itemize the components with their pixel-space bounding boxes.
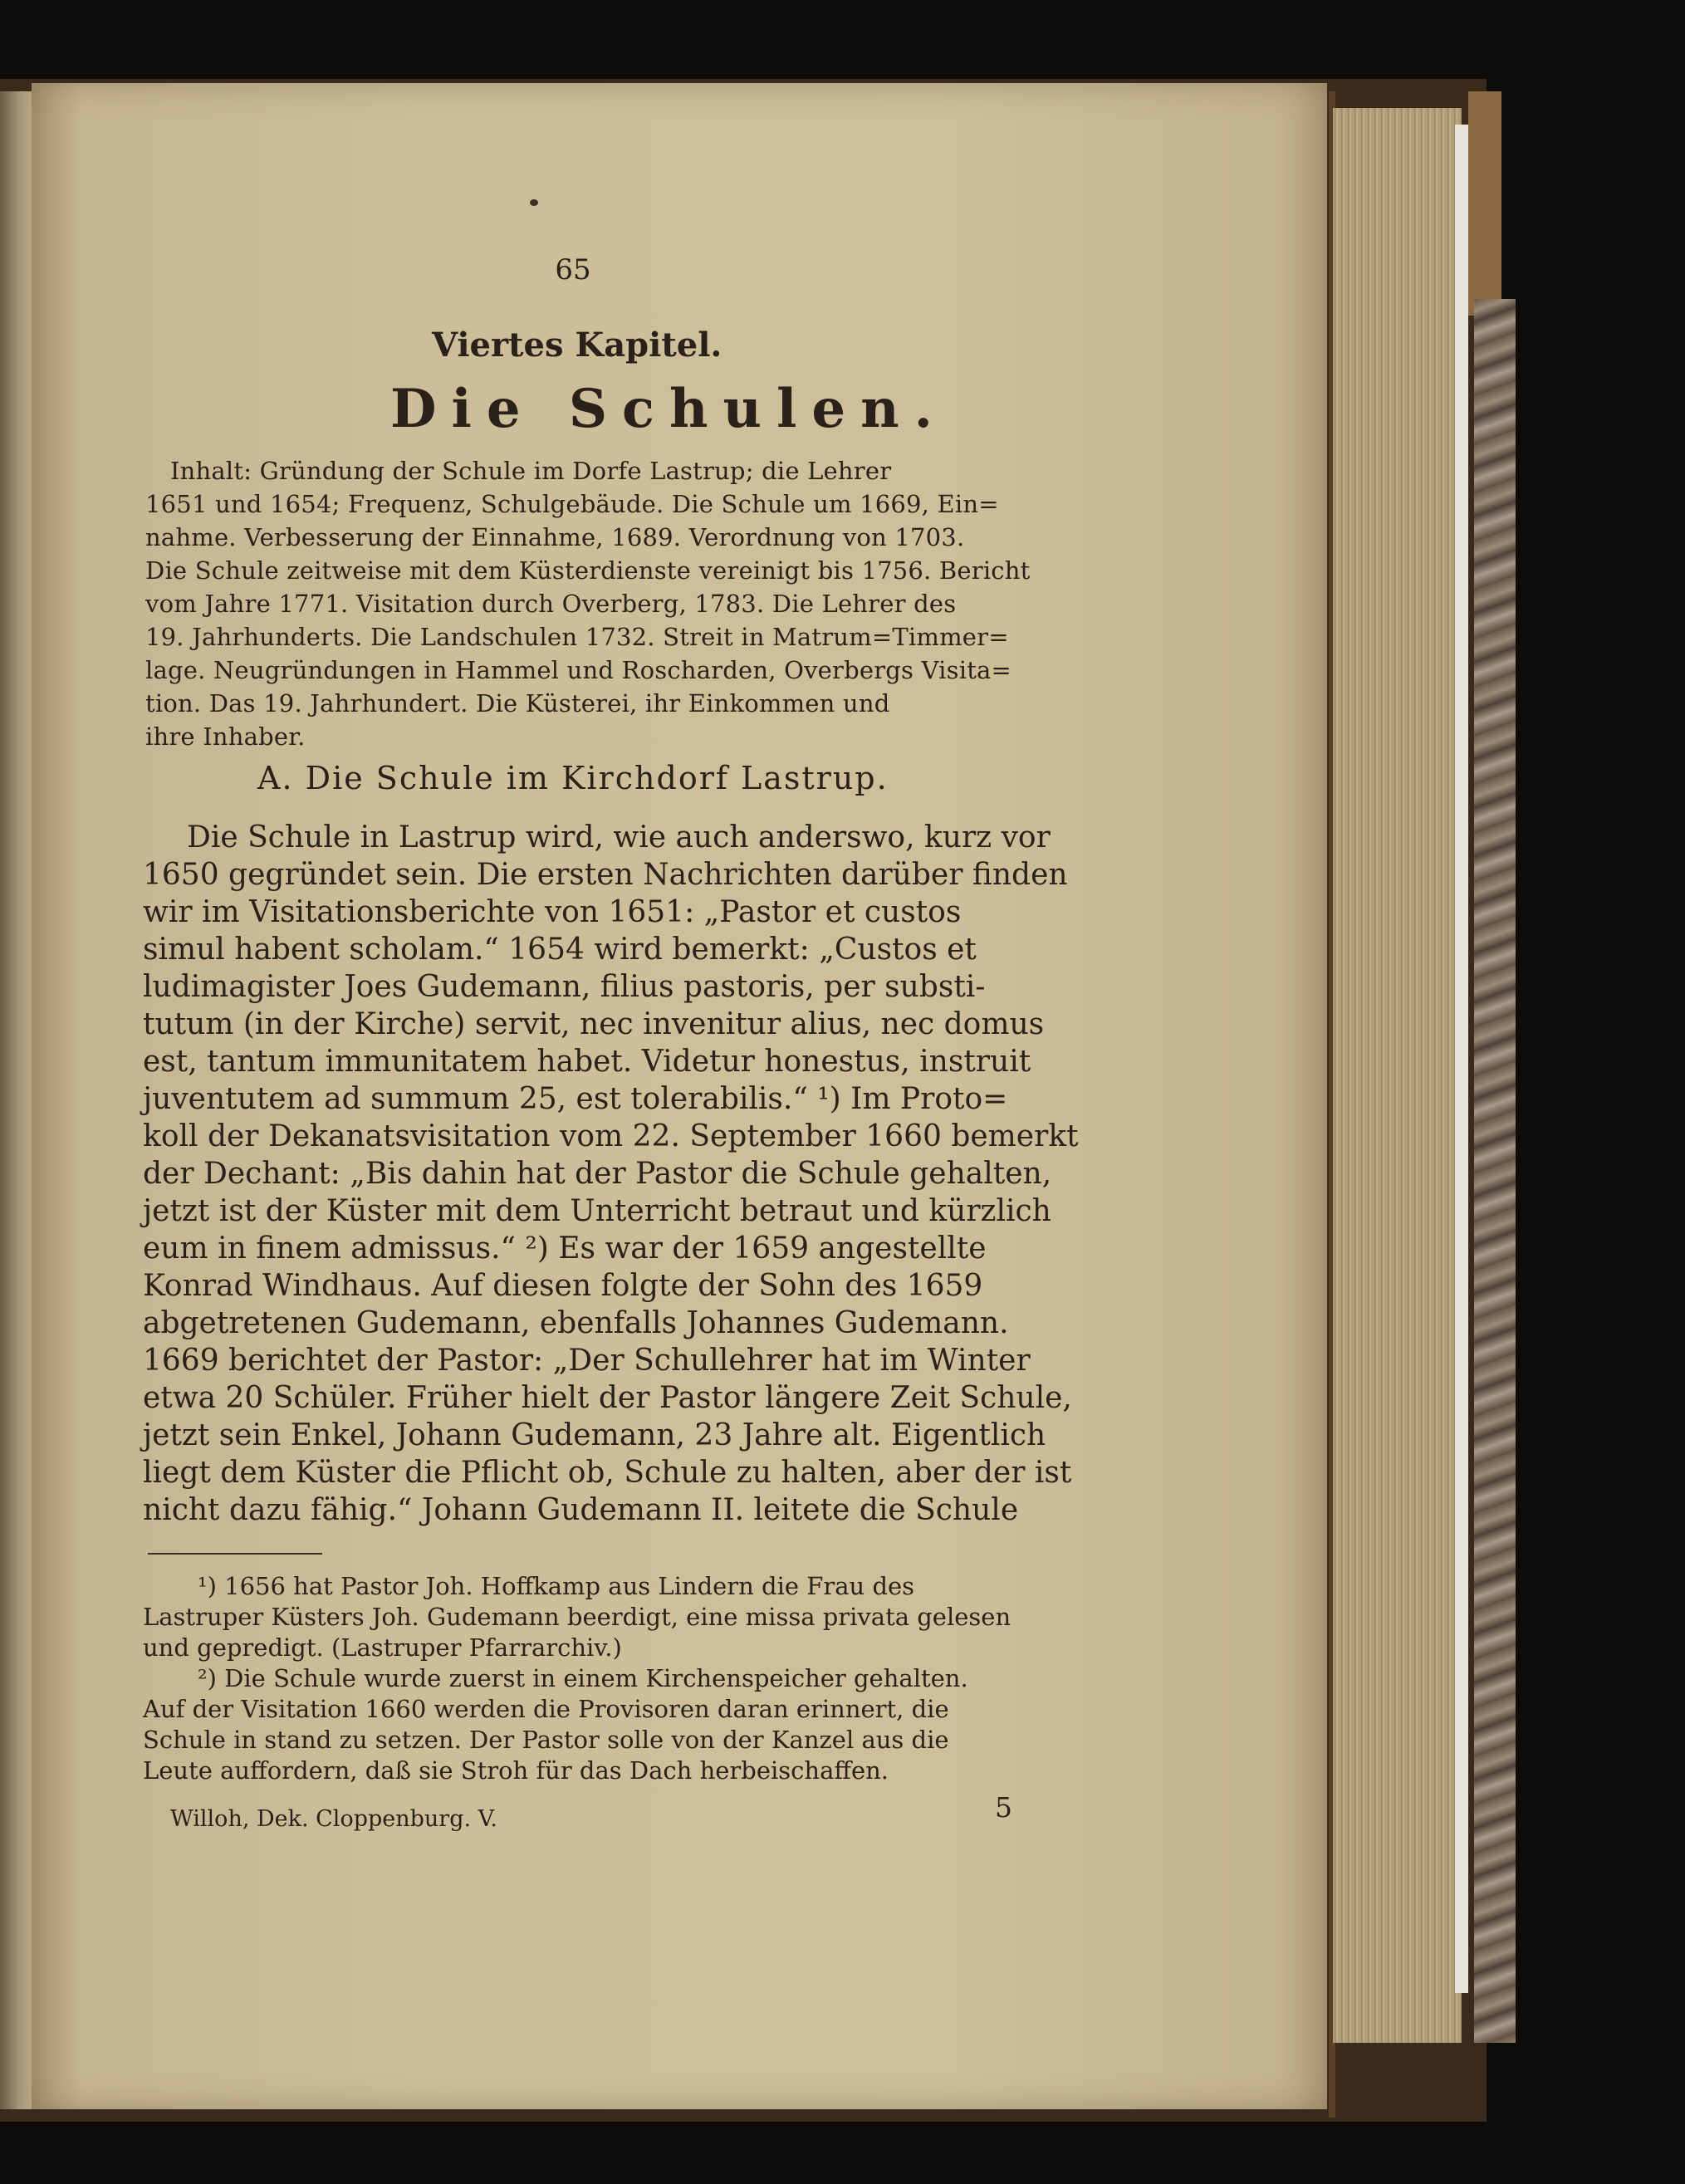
footnote-line: ²) Die Schule wurde zuerst in einem Kirchenspeicher gehalten. (198, 1664, 968, 1692)
summary-line: nahme. Verbesserung der Einnahme, 1689. Verordnung von 1703. (145, 523, 965, 551)
subsection-heading: A. Die Schule im Kirchdorf Lastrup. (257, 760, 889, 796)
summary-line: ihre Inhaber. (145, 722, 306, 751)
page-edges (1333, 108, 1462, 2043)
footnote-line: Leute auffordern, daß sie Stroh für das Dach herbeischaffen. (143, 1756, 889, 1785)
body-line: abgetretenen Gudemann, ebenfalls Johannes Gudemann. (143, 1306, 1009, 1340)
body-line: der Dechant: „Bis dahin hat der Pastor die Schule gehalten, (143, 1157, 1052, 1191)
footnote-line: ¹) 1656 hat Pastor Joh. Hoffkamp aus Lindern die Frau des (198, 1572, 915, 1600)
body-line: tutum (in der Kirche) servit, nec invenitur alius, nec domus (143, 1007, 1045, 1041)
page-edge-highlight (1455, 125, 1468, 1993)
body-line: nicht dazu fähig.“ Johann Gudemann II. leitete die Schule (143, 1493, 1019, 1527)
left-page-edge (0, 91, 33, 2109)
summary-line: vom Jahre 1771. Visitation durch Overberg, 1783. Die Lehrer des (145, 590, 957, 618)
summary-line: Inhalt: Gründung der Schule im Dorfe Lastrup; die Lehrer (170, 457, 892, 485)
body-line: Die Schule in Lastrup wird, wie auch anderswo, kurz vor (187, 820, 1051, 855)
summary-line: lage. Neugründungen in Hammel und Roscharden, Overbergs Visita= (145, 656, 1012, 684)
page-number: 65 (555, 253, 591, 286)
body-line: ludimagister Joes Gudemann, filius pastoris, per substi- (143, 970, 986, 1004)
body-line: liegt dem Küster die Pflicht ob, Schule zu halten, aber der ist (143, 1456, 1072, 1490)
ink-blot (530, 199, 538, 206)
body-line: etwa 20 Schüler. Früher hielt der Pastor längere Zeit Schule, (143, 1381, 1072, 1415)
body-line: koll der Dekanatsvisitation vom 22. September 1660 bemerkt (143, 1119, 1079, 1153)
body-line: jetzt ist der Küster mit dem Unterricht betraut und kürzlich (143, 1194, 1051, 1228)
body-line: Konrad Windhaus. Auf diesen folgte der Sohn des 1659 (143, 1269, 983, 1303)
footnote-divider (148, 1553, 322, 1555)
cover-leather (1468, 91, 1501, 316)
body-line: 1650 gegründet sein. Die ersten Nachrichten darüber finden (143, 858, 1068, 892)
signature-number: 5 (995, 1791, 1012, 1824)
body-line: est, tantum immunitatem habet. Videtur honestus, instruit (143, 1045, 1031, 1079)
body-line: jetzt sein Enkel, Johann Gudemann, 23 Jahre alt. Eigentlich (143, 1418, 1046, 1452)
footnote-line: Auf der Visitation 1660 werden die Provisoren daran erinnert, die (143, 1695, 949, 1723)
body-line: simul habent scholam.“ 1654 wird bemerkt: „Custos et (143, 933, 977, 967)
body-line: wir im Visitationsberichte von 1651: „Pastor et custos (143, 895, 962, 929)
footnote-line: und gepredigt. (Lastruper Pfarrarchiv.) (143, 1633, 622, 1662)
printer-signature-line: Willoh, Dek. Cloppenburg. V. (170, 1806, 498, 1832)
summary-line: Die Schule zeitweise mit dem Küsterdienste vereinigt bis 1756. Bericht (145, 556, 1031, 585)
chapter-heading: Viertes Kapitel. (432, 326, 722, 365)
body-line: eum in finem admissus.“ ²) Es war der 1659 angestellte (143, 1232, 987, 1266)
summary-line: tion. Das 19. Jahrhundert. Die Küsterei, ihr Einkommen und (145, 689, 890, 717)
cover-marble (1474, 299, 1516, 2043)
footnote-line: Schule in stand zu setzen. Der Pastor solle von der Kanzel aus die (143, 1726, 949, 1754)
section-title: Die Schulen. (390, 378, 948, 440)
body-line: 1669 berichtet der Pastor: „Der Schullehrer hat im Winter (143, 1344, 1031, 1378)
body-line: juventutem ad summum 25, est tolerabilis.“ ¹) Im Proto= (143, 1082, 1008, 1116)
footnote-line: Lastruper Küsters Joh. Gudemann beerdigt, eine missa privata gelesen (143, 1603, 1011, 1631)
summary-line: 19. Jahrhunderts. Die Landschulen 1732. Streit in Matrum=Timmer= (145, 623, 1009, 651)
summary-line: 1651 und 1654; Frequenz, Schulgebäude. Die Schule um 1669, Ein= (145, 490, 999, 518)
